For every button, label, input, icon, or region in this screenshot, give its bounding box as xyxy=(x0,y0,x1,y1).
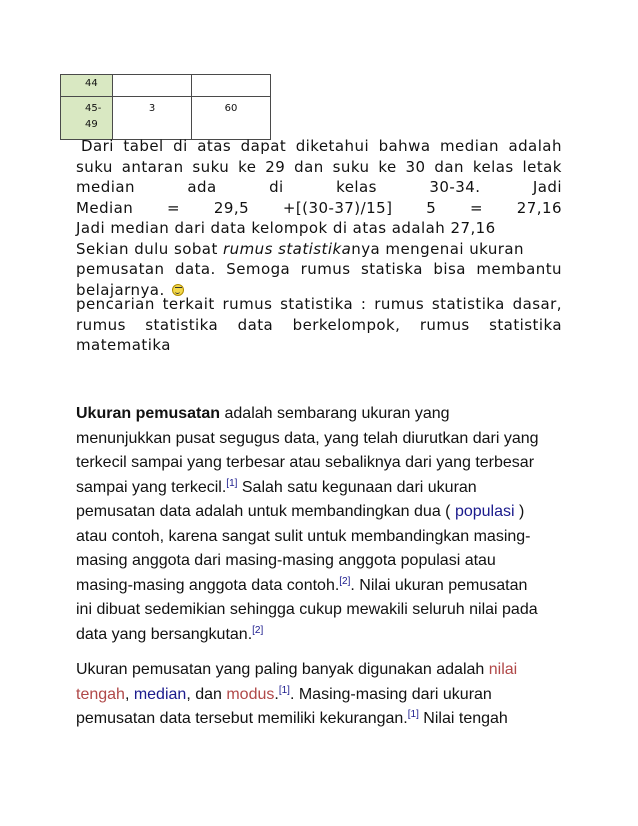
word: ada xyxy=(187,178,217,196)
word: letak xyxy=(522,157,562,176)
word: median xyxy=(440,137,499,155)
text-line xyxy=(76,476,566,501)
word: median xyxy=(76,178,135,196)
text-span: belajarnya. xyxy=(76,280,165,299)
populasi-link[interactable]: populasi xyxy=(454,503,515,520)
table-row xyxy=(61,97,271,140)
word: di xyxy=(173,137,188,155)
text-line xyxy=(76,136,562,157)
word: di xyxy=(269,178,284,196)
citation-link[interactable]: [1] xyxy=(278,684,290,696)
median-link[interactable]: median xyxy=(133,685,187,703)
table-cell-class xyxy=(61,97,113,140)
text-line: menunjukkan pusat segugus data, yang telah diurutkan dari yang xyxy=(76,429,539,447)
word: pemusatan xyxy=(76,260,165,278)
text-span: . Masing-masing dari ukuran xyxy=(289,685,492,703)
text-span: masing-masing anggota data contoh. xyxy=(76,576,340,594)
word: +[(30-37)/15] xyxy=(282,198,393,217)
word: adalah xyxy=(508,137,562,155)
word: kelas xyxy=(336,178,377,196)
table-cell-cumulative: 60 xyxy=(192,97,271,140)
word: rumus xyxy=(222,295,273,313)
table-cell-cumulative xyxy=(192,75,271,97)
word: Semoga xyxy=(226,260,291,278)
class-line-2: 49 xyxy=(85,119,98,130)
text-line xyxy=(76,294,562,315)
word: statistika xyxy=(280,295,354,313)
word: rumus xyxy=(300,260,351,278)
class-line-1: 45- xyxy=(85,103,102,114)
word: berkelompok, xyxy=(292,315,401,334)
word: membantu xyxy=(476,260,562,278)
word: dapat xyxy=(240,137,287,155)
word: statistika xyxy=(431,295,505,313)
word: rumus xyxy=(76,315,126,334)
text-span: Sekian dulu sobat xyxy=(76,239,218,258)
text-line: Jadi median dari data kelompok di atas adalah 27,16 xyxy=(76,219,496,237)
word: atas xyxy=(197,137,232,155)
frequency-table-fragment xyxy=(60,74,271,140)
search-terms xyxy=(76,294,562,356)
text-span: pemusatan data adalah untuk membandingkan dua ( xyxy=(76,503,455,520)
word: data. xyxy=(174,260,216,278)
text-span: ) xyxy=(514,503,525,520)
word: tabel xyxy=(123,137,164,155)
text-line xyxy=(76,402,566,427)
word: 5 xyxy=(426,198,437,217)
text-line: matematika xyxy=(76,336,171,354)
text-line xyxy=(76,574,566,599)
word: kelas xyxy=(472,157,514,176)
word: 30-34. xyxy=(429,178,481,196)
text-line xyxy=(76,658,566,683)
word: diketahui xyxy=(295,137,370,155)
text-span: , dan xyxy=(186,685,227,703)
word: bisa xyxy=(433,260,466,278)
text-line: terkecil sampai yang terbesar atau sebaliknya dari yang terbesar xyxy=(76,454,535,471)
text-line xyxy=(76,198,562,219)
text-span: . xyxy=(274,685,279,703)
word: dan xyxy=(294,157,324,176)
table-cell-frequency xyxy=(113,75,192,97)
word: statistika xyxy=(489,315,562,334)
word: dan xyxy=(434,157,464,176)
text-span: . Nilai ukuran pemusatan xyxy=(350,576,528,594)
text-line xyxy=(76,500,566,525)
term-bold: Ukuran pemusatan xyxy=(76,405,221,422)
text-span: , xyxy=(124,685,134,703)
citation-link[interactable]: [1] xyxy=(226,477,238,489)
median-explanation xyxy=(76,136,562,300)
citation-link[interactable]: [2] xyxy=(252,624,264,636)
text-line xyxy=(76,623,566,648)
word: suku xyxy=(192,157,230,176)
text-span: data yang bersangkutan. xyxy=(76,625,253,643)
word: Median xyxy=(76,198,134,217)
nilai-tengah-link[interactable]: nilai xyxy=(488,661,518,678)
table-cell-class: 44 xyxy=(61,75,113,97)
word: = xyxy=(469,198,483,217)
text-span: pemusatan data tersebut memiliki kekurangan. xyxy=(76,710,408,727)
text-span: sampai yang terkecil. xyxy=(76,478,227,496)
nilai-tengah-link[interactable]: tengah xyxy=(76,685,125,703)
word: 29,5 xyxy=(213,198,250,217)
word: dasar, xyxy=(512,295,562,313)
text-line xyxy=(76,177,562,198)
word: Jadi xyxy=(532,178,562,196)
ukuran-pemusatan-paragraph xyxy=(76,402,566,647)
word: statiska xyxy=(360,260,423,278)
text-line xyxy=(76,259,562,280)
text-line xyxy=(76,683,566,708)
word: ke xyxy=(238,157,257,176)
text-line: ini dibuat sedemikian sehingga cukup mewakili seluruh nilai pada xyxy=(76,601,538,618)
word: ke xyxy=(378,157,397,176)
word: 29 xyxy=(265,157,286,176)
text-line: atau contoh, karena sangat sulit untuk membandingkan masing- xyxy=(76,527,531,545)
word: pencarian xyxy=(76,295,155,313)
text-line xyxy=(76,707,566,732)
word: rumus xyxy=(374,295,425,313)
text-span: Salah satu kegunaan dari ukuran xyxy=(237,478,477,496)
word: rumus xyxy=(419,315,470,334)
word: bahwa xyxy=(378,137,431,155)
word: 27,16 xyxy=(516,198,562,217)
word: 30 xyxy=(405,157,426,176)
text-span: Nilai tengah xyxy=(418,710,508,727)
table-row xyxy=(61,75,271,97)
citation-link[interactable]: [2] xyxy=(339,575,351,587)
word: Dari xyxy=(81,137,114,155)
text-line xyxy=(76,239,562,260)
modus-link[interactable]: modus xyxy=(226,685,275,703)
text-line xyxy=(76,315,562,336)
text-line: masing anggota dari masing-masing anggota populasi atau xyxy=(76,552,496,569)
word: suku xyxy=(332,157,370,176)
word: = xyxy=(167,198,181,217)
text-span: adalah sembarang ukuran yang xyxy=(220,405,450,422)
text-line xyxy=(76,157,562,178)
word: statistika xyxy=(145,315,219,334)
word: data xyxy=(237,315,274,334)
text-span: nya mengenai ukuran xyxy=(351,239,524,258)
citation-link[interactable]: [1] xyxy=(407,709,419,720)
rumus-statistika-link[interactable]: rumus statistika xyxy=(223,239,352,258)
word: : xyxy=(360,295,367,313)
text-span: Ukuran pemusatan yang paling banyak digunakan adalah xyxy=(76,661,489,678)
ukuran-pemusatan-types-paragraph xyxy=(76,658,566,732)
word: antaran xyxy=(121,157,184,176)
word: terkait xyxy=(162,295,215,313)
table-cell-frequency: 3 xyxy=(113,97,192,140)
word: suku xyxy=(76,157,113,176)
